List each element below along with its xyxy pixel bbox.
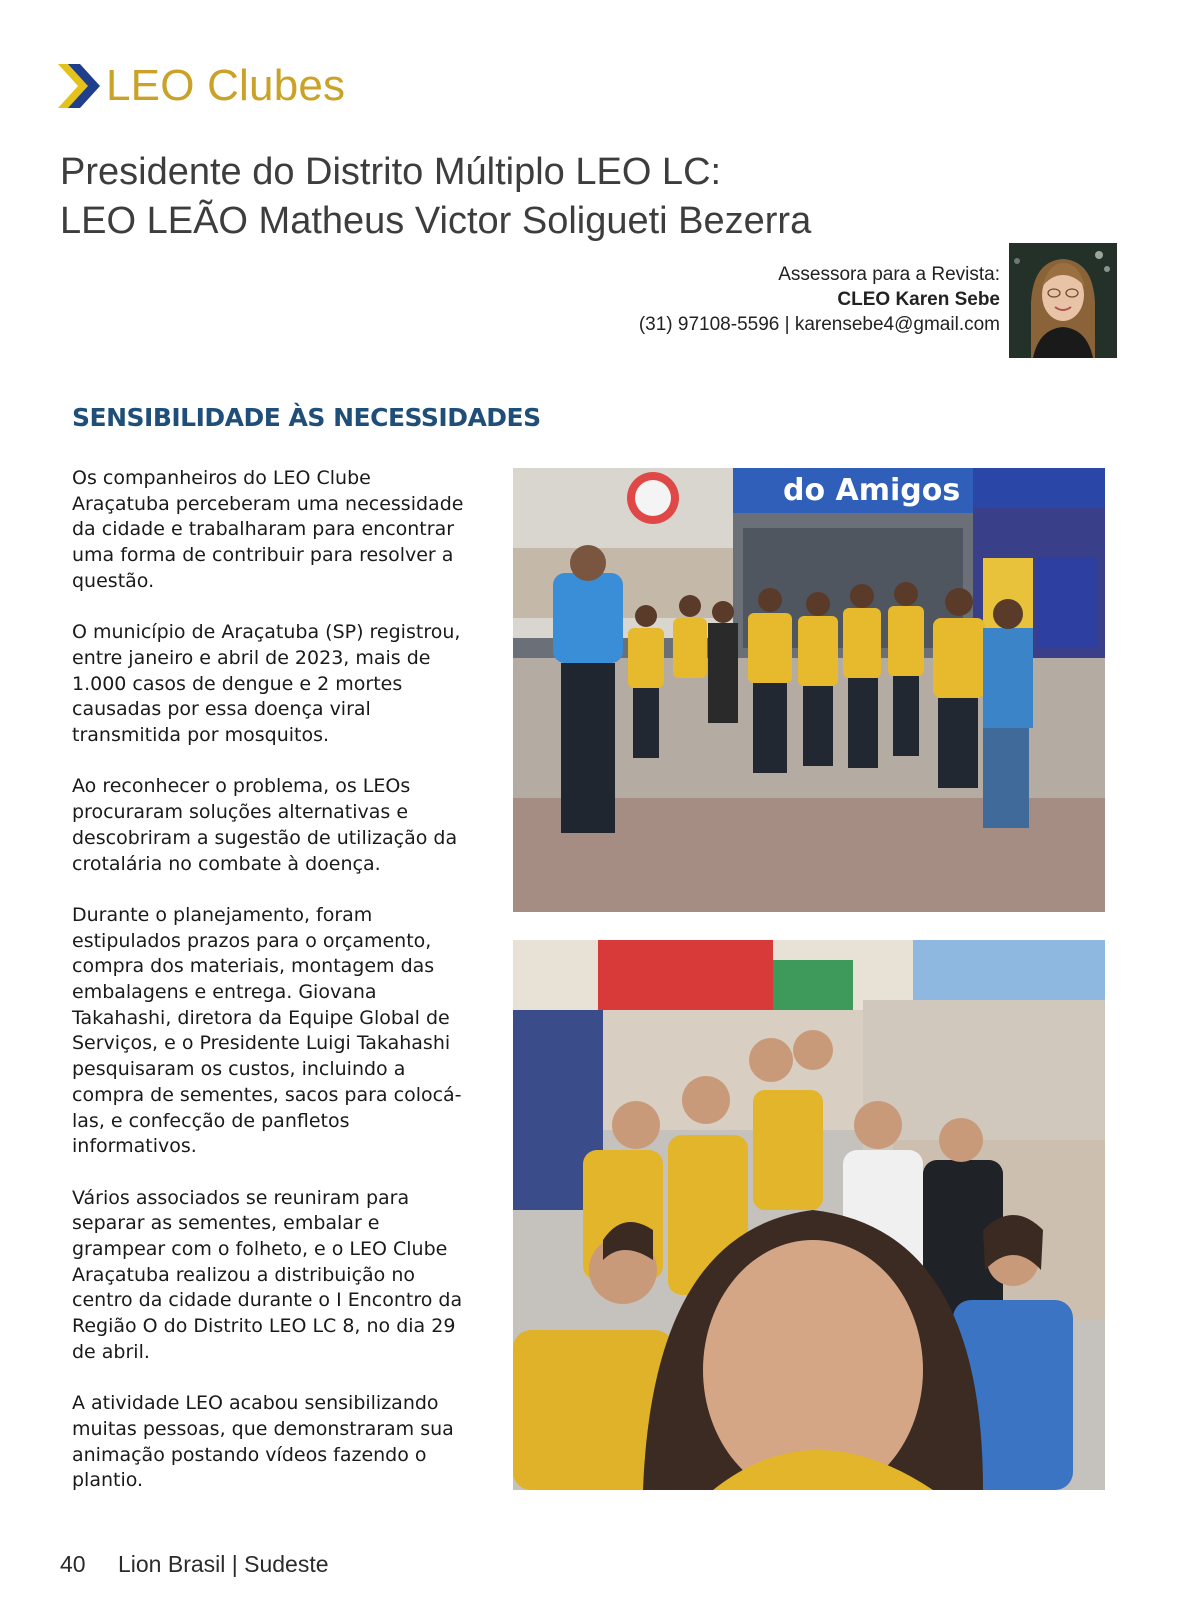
page-number: 40 — [60, 1551, 86, 1577]
article-body — [72, 466, 472, 1520]
advisor-label: Assessora para a Revista: — [778, 264, 1000, 285]
article-heading: SENSIBILIDADE ÀS NECESSIDADES — [72, 403, 541, 432]
page-title-line1: Presidente do Distrito Múltiplo LEO LC: — [60, 151, 722, 193]
article-paragraph: A atividade LEO acabou sensibilizando muitas pessoas, que demonstraram sua animação postando vídeos fazendo o plantio. — [72, 1392, 454, 1492]
page-title — [60, 148, 1140, 246]
section-title: LEO Clubes — [106, 61, 346, 110]
advisor-block — [639, 262, 1000, 337]
group-street-photo — [513, 468, 1105, 912]
article-paragraph: Vários associados se reuniram para separar as sementes, embalar e grampear com o folheto, e o LEO Clube Araçatuba realizou a distribuição no centro da cidade durante o I Encontro da Região O do Distrito LEO LC 8, no dia 29 de abril. — [72, 1186, 463, 1363]
article-paragraph: Os companheiros do LEO Clube Araçatuba perceberam uma necessidade da cidade e trabalharam para encontrar uma forma de contribuir para resolver a questão. — [72, 467, 464, 592]
advisor-name: CLEO Karen Sebe — [837, 289, 1000, 310]
advisor-photo — [1009, 243, 1117, 358]
article-paragraph: O município de Araçatuba (SP) registrou, entre janeiro e abril de 2023, mais de 1.000 casos de dengue e 2 mortes causadas por essa doença viral transmitida por mosquitos. — [72, 621, 461, 747]
chevron-logo-icon — [58, 64, 100, 108]
section-header — [58, 62, 345, 110]
page-title-line2: LEO LEÃO Matheus Victor Soligueti Bezerra — [60, 200, 812, 242]
page-footer — [60, 1551, 329, 1578]
advisor-contact: (31) 97108-5596 | karensebe4@gmail.com — [638, 314, 1000, 335]
publication-name: Lion Brasil | Sudeste — [117, 1551, 329, 1577]
article-paragraph: Ao reconhecer o problema, os LEOs procuraram soluções alternativas e descobriram a sugestão de utilização da crotalária no combate à doença. — [72, 775, 458, 875]
article-paragraph: Durante o planejamento, foram estipulados prazos para o orçamento, compra dos materiais, montagem das embalagens e entrega. Giovana Takahashi, diretora da Equipe Global de Serviços, e o Presidente Luigi Takahashi pesquisaram os custos, incluindo a compra de sementes, sacos para colocá-las, e confecção de panfletos informativos. — [72, 903, 462, 1158]
store-sign-text: do Amigos — [783, 473, 961, 508]
group-selfie-photo — [513, 940, 1105, 1490]
